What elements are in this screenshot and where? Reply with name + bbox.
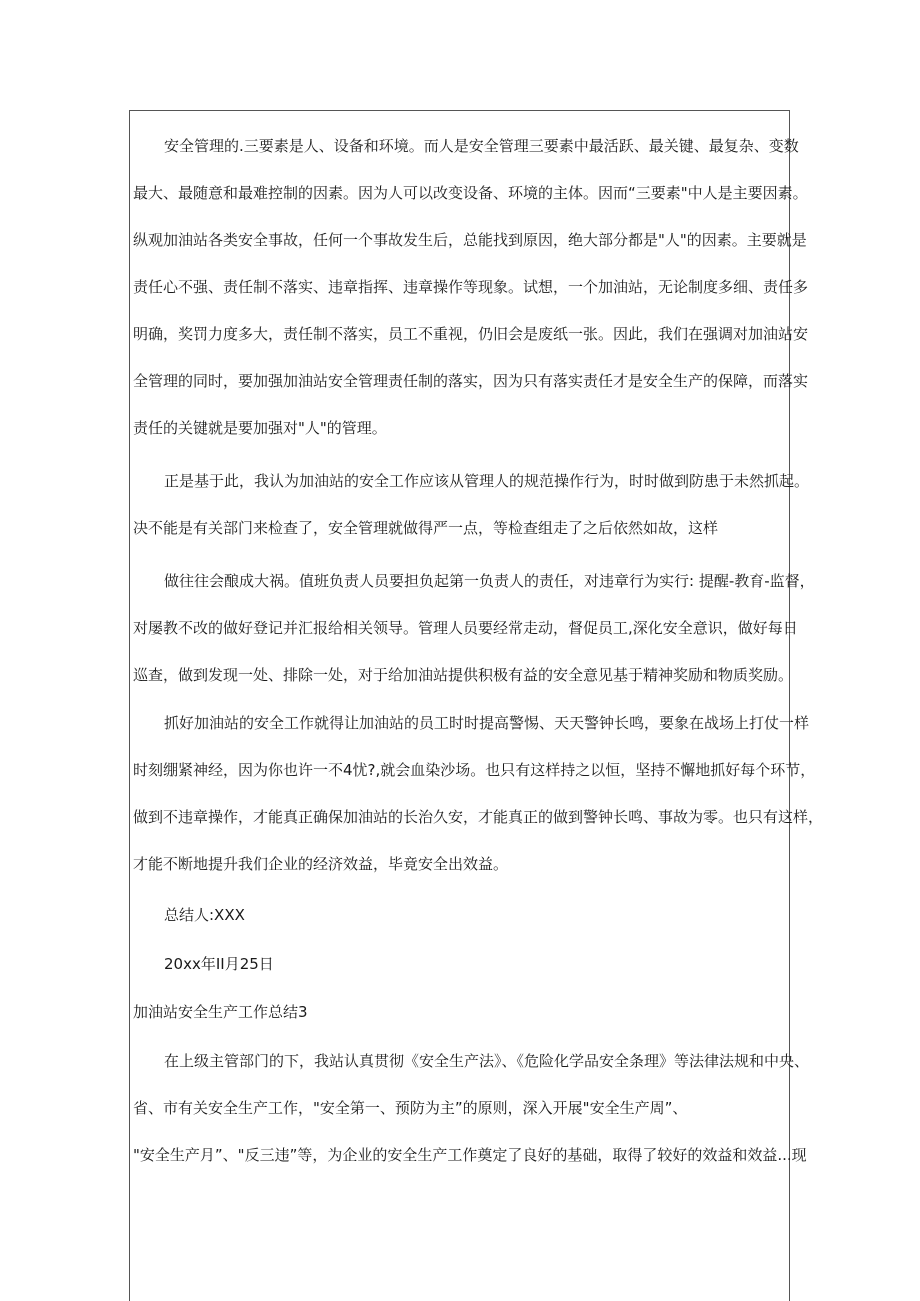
paragraph-3-line-1: 做往往会酿成大祸。值班负责人员要担负起第一负责人的责任，对违章行为实行: 提醒-教育-监督， xyxy=(164,572,815,590)
paragraph-1-line-7: 责任的关键就是要加强对"人"的管理。 xyxy=(133,419,387,437)
paragraph-2-line-1: 正是基于此，我认为加油站的安全工作应该从管理人的规范操作行为，时时做到防患于未然抓起。 xyxy=(164,472,810,490)
section-title: 加油站安全生产工作总结3 xyxy=(133,1003,308,1021)
paragraph-1-line-4: 责任心不强、责任制不落实、违章指挥、违章操作等现象。试想，一个加油站，无论制度多细、责任多 xyxy=(133,278,809,296)
paragraph-1-line-6: 全管理的同时，要加强加油站安全管理责任制的落实，因为只有落实责任才是安全生产的保障，而落实 xyxy=(133,372,809,390)
paragraph-1-line-1: 安全管理的.三要素是人、设备和环境。而人是安全管理三要素中最活跃、最关键、最复杂、变数 xyxy=(164,137,799,155)
paragraph-4-line-1: 抓好加油站的安全工作就得让加油站的员工时时提高警惕、天天警钟长鸣，要象在战场上打仗一样 xyxy=(164,714,810,732)
paragraph-5-line-1: 在上级主管部门的下，我站认真贯彻《安全生产法》、《危险化学品安全条理》等法律法规和中央、 xyxy=(164,1052,810,1070)
paragraph-4-line-3: 做到不违章操作，才能真正确保加油站的长治久安，才能真正的做到警钟长鸣、事故为零。也只有这样， xyxy=(133,808,824,826)
paragraph-1-line-5: 明确，奖罚力度多大，责任制不落实，员工不重视，仍旧会是废纸一张。因此，我们在强调对加油站安 xyxy=(133,325,809,343)
paragraph-5-line-2: 省、市有关安全生产工作，"安全第一、预防为主”的原则，深入开展"安全生产周”、 xyxy=(133,1099,688,1117)
paragraph-3-line-2: 对屡教不改的做好登记并汇报给相关领导。管理人员要经常走动，督促员工,深化安全意识，做好每日 xyxy=(133,619,798,637)
paragraph-4-line-4: 才能不断地提升我们企业的经济效益，毕竟安全出效益。 xyxy=(133,855,509,873)
date: 20xx年II月25日 xyxy=(164,955,274,973)
paragraph-2-line-2: 决不能是有关部门来检查了，安全管理就做得严一点，等检查组走了之后依然如故，这样 xyxy=(133,519,719,537)
paragraph-1-line-3: 纵观加油站各类安全事故，任何一个事故发生后，总能找到原因，绝大部分都是"人"的因素。主要就是 xyxy=(133,231,807,249)
signature: 总结人:XXX xyxy=(164,906,245,924)
paragraph-5-line-3: "安全生产月”、"反三违”等，为企业的安全生产工作奠定了良好的基础，取得了较好的效益和效益...现 xyxy=(133,1146,807,1164)
paragraph-1-line-2: 最大、最随意和最难控制的因素。因为人可以改变设备、环境的主体。因而“三要素"中人是主要因素。 xyxy=(133,184,808,202)
paragraph-4-line-2: 时刻绷紧神经，因为你也许一不4忧?,就会血染沙场。也只有这样持之以恒，坚持不懈地抓好每个环节， xyxy=(133,761,816,779)
paragraph-3-line-3: 巡查，做到发现一处、排除一处，对于给加油站提供积极有益的安全意见基于精神奖励和物质奖励。 xyxy=(133,666,794,684)
